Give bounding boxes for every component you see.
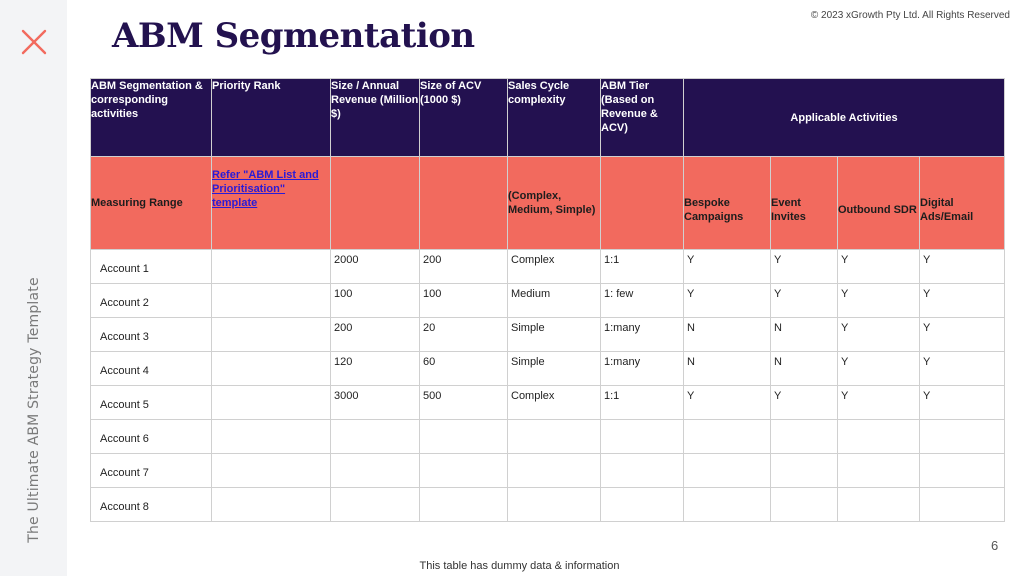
table-row [91, 352, 1005, 386]
page-title: ABM Segmentation [112, 16, 475, 56]
acv-cell: 500 [420, 386, 508, 420]
event-cell: Y [771, 284, 838, 318]
header-abm-tier: ABM Tier (Based on Revenue & ACV) [601, 79, 684, 157]
account-name: Account 8 [91, 488, 212, 522]
table-row [91, 284, 1005, 318]
event-cell: Y [771, 250, 838, 284]
revenue-cell: 3000 [331, 386, 420, 420]
acv-cell [420, 488, 508, 522]
revenue-range-cell [331, 157, 420, 250]
complexity-cell [508, 454, 601, 488]
priority-rank-cell [212, 318, 331, 352]
table-row [91, 420, 1005, 454]
revenue-cell: 100 [331, 284, 420, 318]
activity-event-invites: Event Invites [771, 157, 838, 250]
account-name: Account 1 [91, 250, 212, 284]
tier-cell: 1:many [601, 352, 684, 386]
table-row [91, 318, 1005, 352]
bespoke-cell: Y [684, 386, 771, 420]
footnote: This table has dummy data & information [419, 560, 620, 572]
bespoke-cell: N [684, 318, 771, 352]
bespoke-cell [684, 488, 771, 522]
acv-cell: 20 [420, 318, 508, 352]
priority-rank-cell [212, 420, 331, 454]
tier-cell [601, 454, 684, 488]
revenue-cell: 2000 [331, 250, 420, 284]
tier-cell [601, 420, 684, 454]
sdr-cell: Y [838, 386, 920, 420]
complexity-cell [508, 420, 601, 454]
complexity-cell: Simple [508, 318, 601, 352]
account-name: Account 4 [91, 352, 212, 386]
tier-cell: 1: few [601, 284, 684, 318]
event-cell [771, 420, 838, 454]
account-name: Account 3 [91, 318, 212, 352]
event-cell [771, 454, 838, 488]
acv-cell [420, 454, 508, 488]
measuring-range-label: Measuring Range [91, 157, 212, 250]
ads-cell: Y [920, 386, 1005, 420]
priority-rank-cell [212, 284, 331, 318]
sdr-cell: Y [838, 318, 920, 352]
account-name: Account 7 [91, 454, 212, 488]
complexity-cell [508, 488, 601, 522]
complexity-cell: Medium [508, 284, 601, 318]
sdr-cell [838, 420, 920, 454]
activity-outbound-sdr: Outbound SDR [838, 157, 920, 250]
ads-cell: Y [920, 284, 1005, 318]
abm-segmentation-table [90, 78, 1005, 522]
page-number: 6 [991, 538, 999, 553]
ads-cell: Y [920, 318, 1005, 352]
revenue-cell: 200 [331, 318, 420, 352]
bespoke-cell: Y [684, 250, 771, 284]
priority-rank-cell [212, 488, 331, 522]
header-acv-size: Size of ACV (1000 $) [420, 79, 508, 157]
table-row [91, 386, 1005, 420]
account-rows [91, 250, 1005, 522]
revenue-cell [331, 454, 420, 488]
tier-range-cell [601, 157, 684, 250]
bespoke-cell [684, 454, 771, 488]
acv-range-cell [420, 157, 508, 250]
prioritisation-template-link[interactable]: Refer "ABM List and Prioritisation" template [212, 157, 331, 250]
revenue-cell: 120 [331, 352, 420, 386]
copyright-notice: © 2023 xGrowth Pty Ltd. All Rights Reserved [810, 10, 1010, 21]
priority-rank-cell [212, 352, 331, 386]
left-sidebar-strip [0, 0, 67, 576]
activity-digital-ads-email: Digital Ads/Email [920, 157, 1005, 250]
account-name: Account 6 [91, 420, 212, 454]
acv-cell [420, 420, 508, 454]
event-cell [771, 488, 838, 522]
account-name: Account 2 [91, 284, 212, 318]
event-cell: Y [771, 386, 838, 420]
sdr-cell [838, 454, 920, 488]
event-cell: N [771, 318, 838, 352]
account-name: Account 5 [91, 386, 212, 420]
bespoke-cell [684, 420, 771, 454]
priority-rank-cell [212, 386, 331, 420]
complexity-cell: Complex [508, 386, 601, 420]
bespoke-cell: N [684, 352, 771, 386]
revenue-cell [331, 488, 420, 522]
priority-rank-cell [212, 250, 331, 284]
complexity-range: (Complex, Medium, Simple) [508, 157, 601, 250]
table-header-row [91, 79, 1005, 157]
activity-bespoke-campaigns: Bespoke Campaigns [684, 157, 771, 250]
sdr-cell: Y [838, 352, 920, 386]
acv-cell: 100 [420, 284, 508, 318]
header-annual-revenue: Size / Annual Revenue (Million $) [331, 79, 420, 157]
bespoke-cell: Y [684, 284, 771, 318]
header-sales-cycle: Sales Cycle complexity [508, 79, 601, 157]
header-applicable-activities: Applicable Activities [684, 79, 1005, 157]
ads-cell [920, 488, 1005, 522]
table-row [91, 454, 1005, 488]
table-row [91, 488, 1005, 522]
sdr-cell: Y [838, 250, 920, 284]
tier-cell: 1:many [601, 318, 684, 352]
tier-cell: 1:1 [601, 250, 684, 284]
table-row [91, 250, 1005, 284]
tier-cell: 1:1 [601, 386, 684, 420]
ads-cell [920, 454, 1005, 488]
header-priority-rank: Priority Rank [212, 79, 331, 157]
revenue-cell [331, 420, 420, 454]
event-cell: N [771, 352, 838, 386]
sdr-cell [838, 488, 920, 522]
priority-rank-cell [212, 454, 331, 488]
ads-cell: Y [920, 352, 1005, 386]
acv-cell: 60 [420, 352, 508, 386]
complexity-cell: Complex [508, 250, 601, 284]
complexity-cell: Simple [508, 352, 601, 386]
tier-cell [601, 488, 684, 522]
x-logo-icon [20, 28, 48, 56]
ads-cell [920, 420, 1005, 454]
header-segmentation: ABM Segmentation & corresponding activities [91, 79, 212, 157]
side-title: The Ultimate ABM Strategy Template [26, 277, 42, 543]
measuring-range-row [91, 157, 1005, 250]
acv-cell: 200 [420, 250, 508, 284]
ads-cell: Y [920, 250, 1005, 284]
sdr-cell: Y [838, 284, 920, 318]
